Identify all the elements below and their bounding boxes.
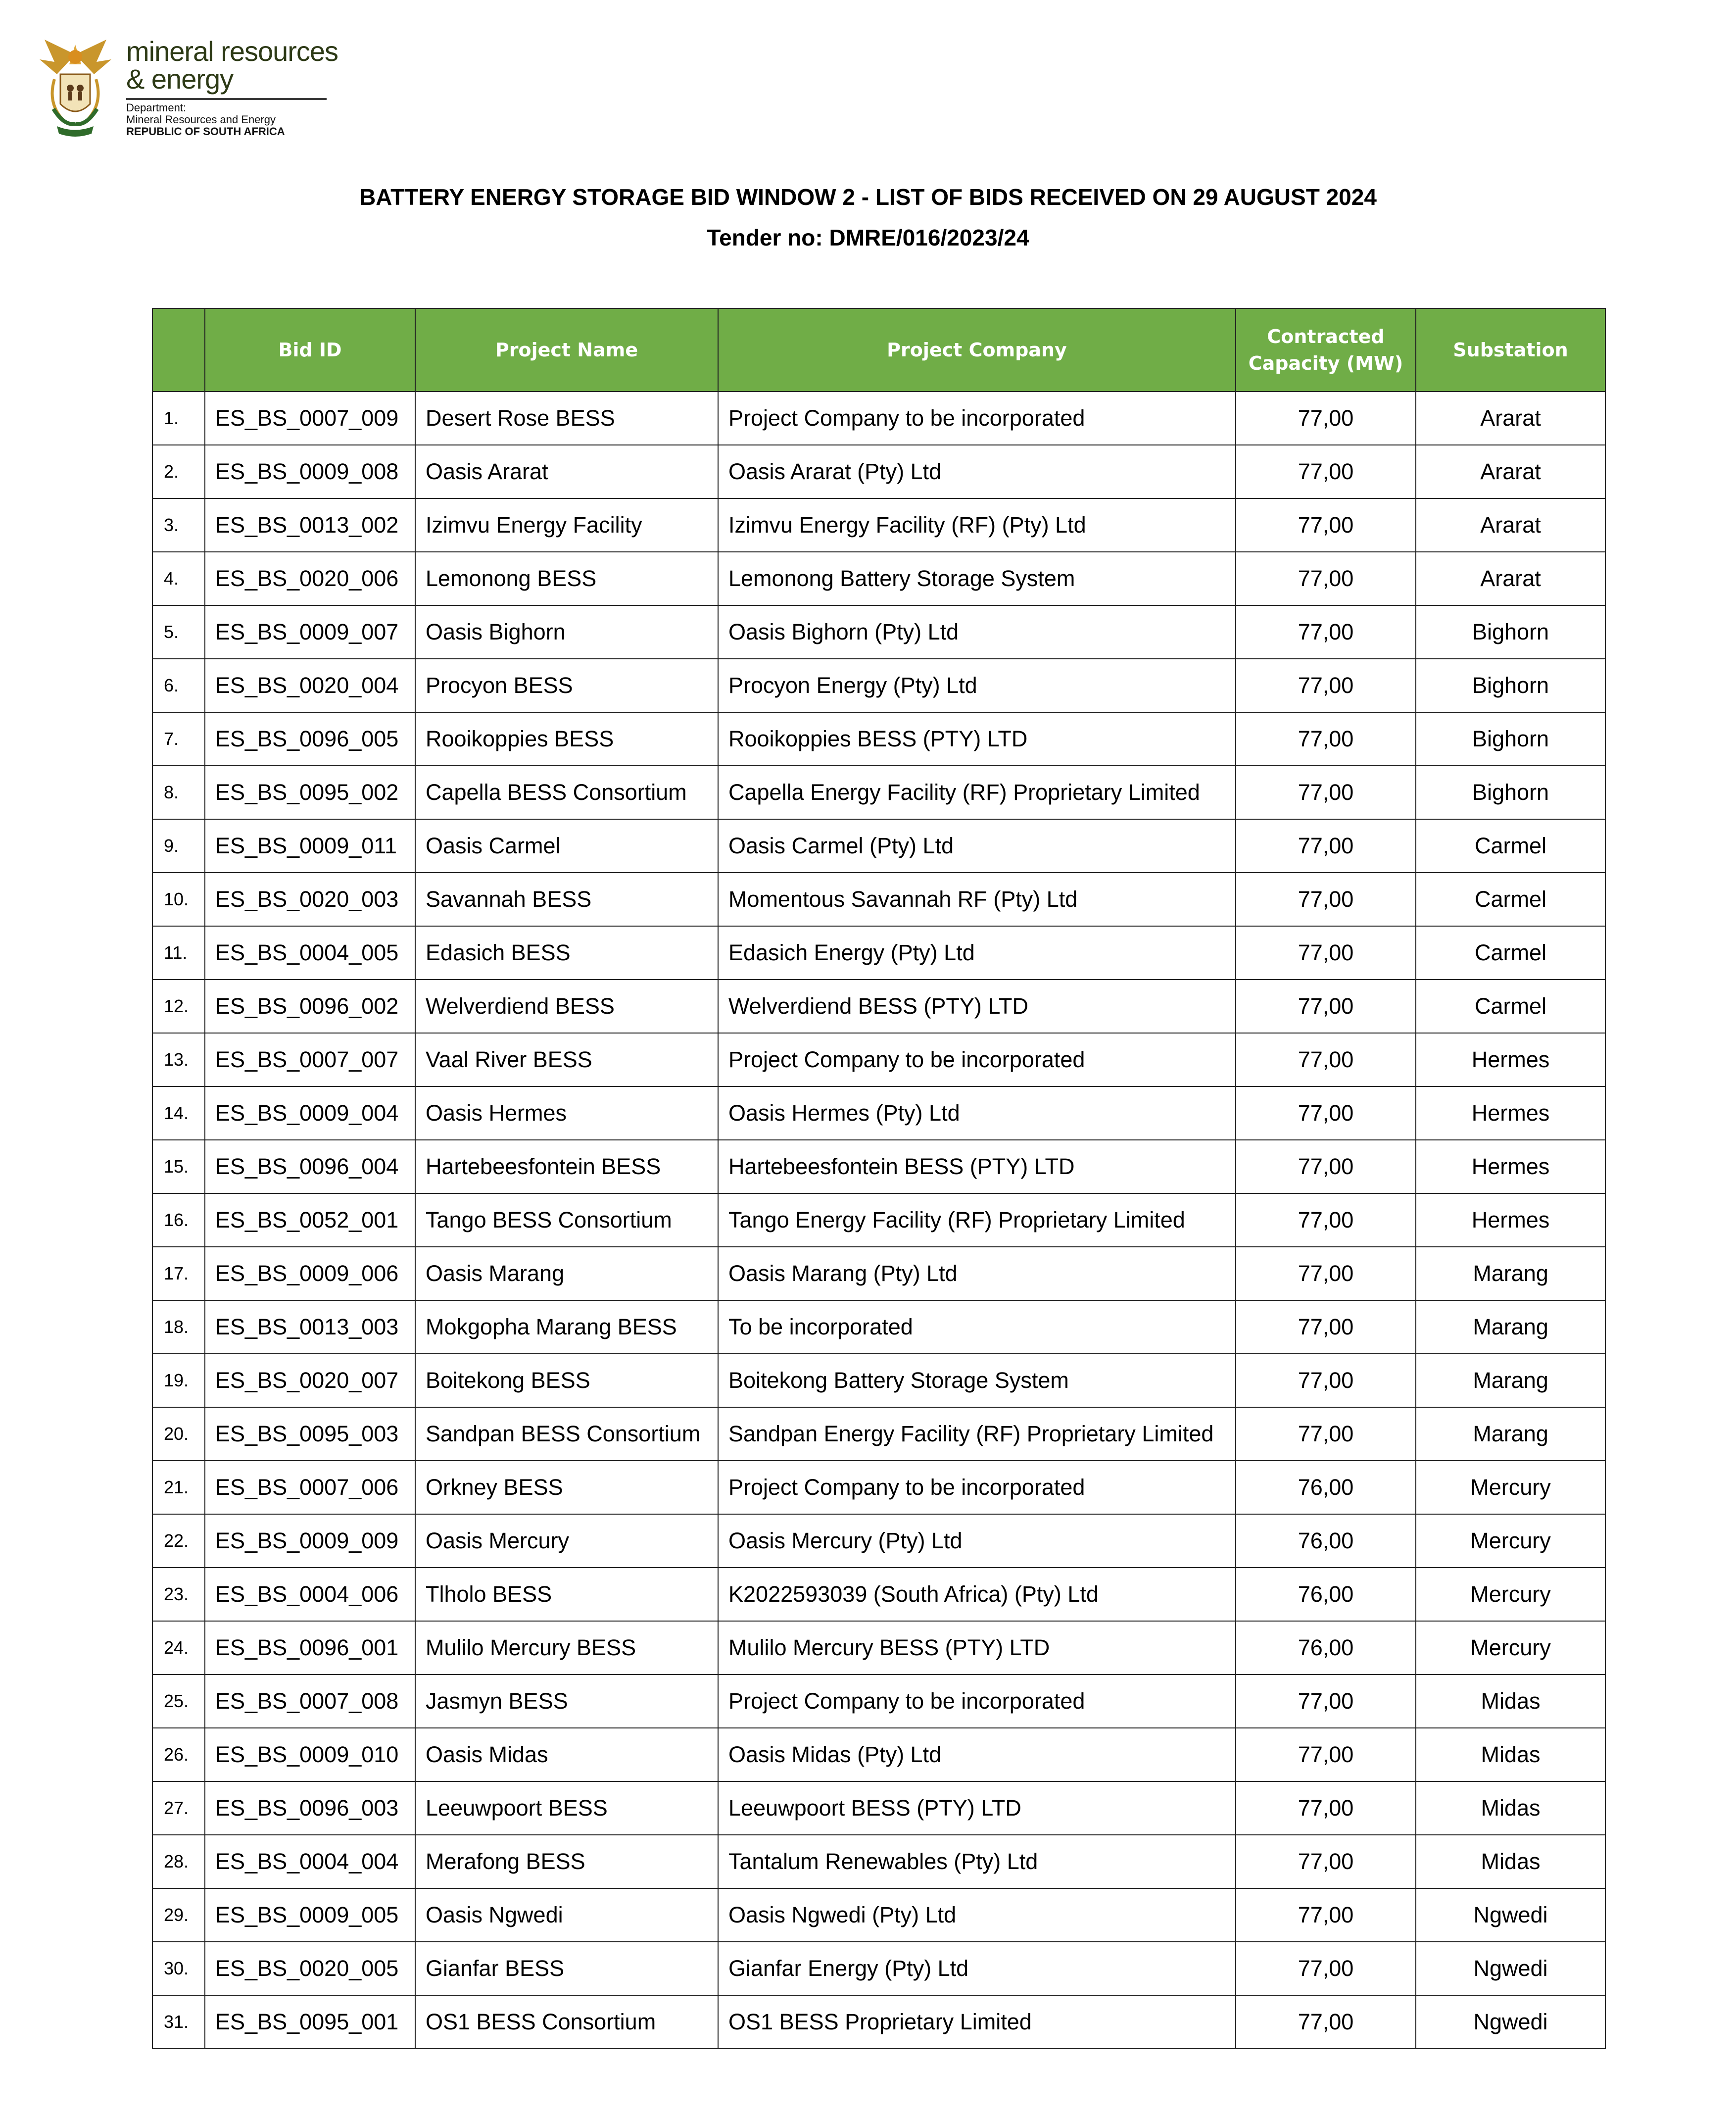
project-company-cell: Oasis Carmel (Pty) Ltd: [718, 819, 1236, 873]
project-name-cell: Procyon BESS: [415, 659, 718, 712]
substation-cell: Ngwedi: [1416, 1995, 1605, 2049]
bid-id-cell: ES_BS_0020_004: [205, 659, 415, 712]
capacity-cell: 76,00: [1236, 1461, 1416, 1514]
row-number: 20.: [152, 1407, 205, 1461]
project-name-cell: Gianfar BESS: [415, 1942, 718, 1995]
tender-number: Tender no: DMRE/016/2023/24: [707, 225, 1029, 250]
row-number: 1.: [152, 392, 205, 445]
substation-cell: Bighorn: [1416, 659, 1605, 712]
project-name-cell: Leeuwpoort BESS: [415, 1781, 718, 1835]
capacity-cell: 77,00: [1236, 1033, 1416, 1086]
bid-id-cell: ES_BS_0007_009: [205, 392, 415, 445]
bid-id-cell: ES_BS_0020_006: [205, 552, 415, 605]
department-name-block: [126, 38, 364, 138]
bid-id-cell: ES_BS_0096_002: [205, 980, 415, 1033]
bid-id-cell: ES_BS_0004_006: [205, 1568, 415, 1621]
project-name-cell: Oasis Hermes: [415, 1086, 718, 1140]
substation-cell: Midas: [1416, 1835, 1605, 1888]
row-number: 28.: [152, 1835, 205, 1888]
table-row: [152, 1354, 1605, 1407]
project-company-cell: Project Company to be incorporated: [718, 1675, 1236, 1728]
project-company-cell: Edasich Energy (Pty) Ltd: [718, 926, 1236, 980]
project-company-cell: Mulilo Mercury BESS (PTY) LTD: [718, 1621, 1236, 1675]
substation-cell: Carmel: [1416, 980, 1605, 1033]
project-name-cell: Oasis Mercury: [415, 1514, 718, 1568]
table-row: [152, 1086, 1605, 1140]
project-name-cell: Mokgopha Marang BESS: [415, 1300, 718, 1354]
bid-id-cell: ES_BS_0004_004: [205, 1835, 415, 1888]
substation-cell: Mercury: [1416, 1461, 1605, 1514]
table-row: [152, 1461, 1605, 1514]
capacity-cell: 77,00: [1236, 1140, 1416, 1193]
bid-id-cell: ES_BS_0095_002: [205, 766, 415, 819]
project-name-cell: Oasis Midas: [415, 1728, 718, 1781]
bid-id-cell: ES_BS_0096_005: [205, 712, 415, 766]
project-name-cell: Capella BESS Consortium: [415, 766, 718, 819]
substation-cell: Ararat: [1416, 445, 1605, 498]
project-company-cell: Oasis Hermes (Pty) Ltd: [718, 1086, 1236, 1140]
bid-id-cell: ES_BS_0009_009: [205, 1514, 415, 1568]
project-name-cell: Lemonong BESS: [415, 552, 718, 605]
bid-id-cell: ES_BS_0009_004: [205, 1086, 415, 1140]
capacity-cell: 77,00: [1236, 819, 1416, 873]
capacity-cell: 77,00: [1236, 1995, 1416, 2049]
bid-id-cell: ES_BS_0052_001: [205, 1193, 415, 1247]
table-row: [152, 766, 1605, 819]
brand-line-2: & energy: [126, 63, 234, 95]
bid-id-cell: ES_BS_0020_003: [205, 873, 415, 926]
project-company-cell: Capella Energy Facility (RF) Proprietary Limited: [718, 766, 1236, 819]
table-header-row: [152, 308, 1605, 392]
capacity-cell: 77,00: [1236, 1888, 1416, 1942]
project-name-cell: Savannah BESS: [415, 873, 718, 926]
capacity-cell: 77,00: [1236, 1086, 1416, 1140]
substation-cell: Hermes: [1416, 1086, 1605, 1140]
row-number: 3.: [152, 498, 205, 552]
project-name-cell: Tango BESS Consortium: [415, 1193, 718, 1247]
capacity-cell: 76,00: [1236, 1514, 1416, 1568]
column-header-project-company: Project Company: [718, 308, 1236, 392]
table-row: [152, 392, 1605, 445]
row-number: 16.: [152, 1193, 205, 1247]
bid-id-cell: ES_BS_0096_004: [205, 1140, 415, 1193]
bid-id-cell: ES_BS_0009_011: [205, 819, 415, 873]
country-name: REPUBLIC OF SOUTH AFRICA: [126, 125, 285, 138]
column-header-number: [152, 308, 205, 392]
row-number: 25.: [152, 1675, 205, 1728]
capacity-cell: 77,00: [1236, 392, 1416, 445]
capacity-cell: 77,00: [1236, 1675, 1416, 1728]
bid-id-cell: ES_BS_0096_001: [205, 1621, 415, 1675]
bid-id-cell: ES_BS_0020_007: [205, 1354, 415, 1407]
column-header-capacity: Contracted Capacity (MW): [1236, 308, 1416, 392]
project-company-cell: Project Company to be incorporated: [718, 1461, 1236, 1514]
substation-cell: Ararat: [1416, 498, 1605, 552]
row-number: 8.: [152, 766, 205, 819]
project-name-cell: Boitekong BESS: [415, 1354, 718, 1407]
table-row: [152, 659, 1605, 712]
bid-id-cell: ES_BS_0004_005: [205, 926, 415, 980]
project-company-cell: Project Company to be incorporated: [718, 1033, 1236, 1086]
column-header-project-name: Project Name: [415, 308, 718, 392]
row-number: 12.: [152, 980, 205, 1033]
substation-cell: Midas: [1416, 1728, 1605, 1781]
row-number: 6.: [152, 659, 205, 712]
substation-cell: Hermes: [1416, 1193, 1605, 1247]
capacity-cell: 77,00: [1236, 766, 1416, 819]
substation-cell: Bighorn: [1416, 605, 1605, 659]
brand-line-1: mineral resources: [126, 36, 338, 67]
bid-id-cell: ES_BS_0009_007: [205, 605, 415, 659]
bid-id-cell: ES_BS_0009_010: [205, 1728, 415, 1781]
table-row: [152, 1942, 1605, 1995]
capacity-cell: 77,00: [1236, 1835, 1416, 1888]
capacity-cell: 77,00: [1236, 873, 1416, 926]
row-number: 27.: [152, 1781, 205, 1835]
brand-divider: [126, 98, 327, 100]
capacity-cell: 77,00: [1236, 605, 1416, 659]
project-name-cell: Jasmyn BESS: [415, 1675, 718, 1728]
row-number: 7.: [152, 712, 205, 766]
project-name-cell: Rooikoppies BESS: [415, 712, 718, 766]
row-number: 18.: [152, 1300, 205, 1354]
department-label: Department:: [126, 101, 187, 114]
substation-cell: Marang: [1416, 1247, 1605, 1300]
project-company-cell: Welverdiend BESS (PTY) LTD: [718, 980, 1236, 1033]
project-name-cell: Mulilo Mercury BESS: [415, 1621, 718, 1675]
project-company-cell: Boitekong Battery Storage System: [718, 1354, 1236, 1407]
bid-id-cell: ES_BS_0007_006: [205, 1461, 415, 1514]
table-row: [152, 498, 1605, 552]
document-title: BATTERY ENERGY STORAGE BID WINDOW 2 - LIST OF BIDS RECEIVED ON 29 AUGUST 2024: [359, 184, 1377, 210]
table-row: [152, 1621, 1605, 1675]
project-name-cell: Oasis Carmel: [415, 819, 718, 873]
bids-table: [152, 308, 1606, 2049]
project-name-cell: Izimvu Energy Facility: [415, 498, 718, 552]
substation-cell: Bighorn: [1416, 766, 1605, 819]
table-row: [152, 1835, 1605, 1888]
substation-cell: Mercury: [1416, 1621, 1605, 1675]
project-name-cell: Desert Rose BESS: [415, 392, 718, 445]
table-row: [152, 1995, 1605, 2049]
department-full-name: Mineral Resources and Energy: [126, 113, 276, 126]
substation-cell: Ararat: [1416, 552, 1605, 605]
row-number: 17.: [152, 1247, 205, 1300]
table-row: [152, 1407, 1605, 1461]
row-number: 23.: [152, 1568, 205, 1621]
capacity-cell: 77,00: [1236, 1300, 1416, 1354]
table-row: [152, 1514, 1605, 1568]
row-number: 10.: [152, 873, 205, 926]
row-number: 5.: [152, 605, 205, 659]
project-name-cell: Sandpan BESS Consortium: [415, 1407, 718, 1461]
bid-id-cell: ES_BS_0095_001: [205, 1995, 415, 2049]
table-row: [152, 926, 1605, 980]
project-name-cell: Welverdiend BESS: [415, 980, 718, 1033]
project-company-cell: Hartebeesfontein BESS (PTY) LTD: [718, 1140, 1236, 1193]
table-row: [152, 1728, 1605, 1781]
substation-cell: Ngwedi: [1416, 1942, 1605, 1995]
capacity-cell: 77,00: [1236, 1407, 1416, 1461]
project-company-cell: Tango Energy Facility (RF) Proprietary Limited: [718, 1193, 1236, 1247]
project-company-cell: Oasis Mercury (Pty) Ltd: [718, 1514, 1236, 1568]
capacity-cell: 77,00: [1236, 712, 1416, 766]
project-name-cell: OS1 BESS Consortium: [415, 1995, 718, 2049]
table-row: [152, 605, 1605, 659]
project-name-cell: Edasich BESS: [415, 926, 718, 980]
substation-cell: Carmel: [1416, 819, 1605, 873]
substation-cell: Marang: [1416, 1300, 1605, 1354]
capacity-cell: 77,00: [1236, 1781, 1416, 1835]
capacity-cell: 77,00: [1236, 552, 1416, 605]
table-row: [152, 1781, 1605, 1835]
row-number: 29.: [152, 1888, 205, 1942]
column-header-bid-id: Bid ID: [205, 308, 415, 392]
bid-id-cell: ES_BS_0009_005: [205, 1888, 415, 1942]
substation-cell: Ngwedi: [1416, 1888, 1605, 1942]
bids-table-body: [152, 392, 1605, 2049]
capacity-cell: 77,00: [1236, 1193, 1416, 1247]
project-company-cell: Izimvu Energy Facility (RF) (Pty) Ltd: [718, 498, 1236, 552]
row-number: 13.: [152, 1033, 205, 1086]
capacity-cell: 77,00: [1236, 980, 1416, 1033]
project-company-cell: Oasis Midas (Pty) Ltd: [718, 1728, 1236, 1781]
project-company-cell: Procyon Energy (Pty) Ltd: [718, 659, 1236, 712]
row-number: 2.: [152, 445, 205, 498]
capacity-cell: 77,00: [1236, 1247, 1416, 1300]
row-number: 31.: [152, 1995, 205, 2049]
row-number: 4.: [152, 552, 205, 605]
department-header: [35, 35, 381, 144]
column-header-substation: Substation: [1416, 308, 1605, 392]
table-row: [152, 873, 1605, 926]
project-name-cell: Orkney BESS: [415, 1461, 718, 1514]
row-number: 19.: [152, 1354, 205, 1407]
table-row: [152, 1300, 1605, 1354]
project-name-cell: Oasis Bighorn: [415, 605, 718, 659]
substation-cell: Hermes: [1416, 1140, 1605, 1193]
bid-id-cell: ES_BS_0013_003: [205, 1300, 415, 1354]
project-company-cell: Oasis Marang (Pty) Ltd: [718, 1247, 1236, 1300]
row-number: 15.: [152, 1140, 205, 1193]
capacity-cell: 77,00: [1236, 1354, 1416, 1407]
table-row: [152, 980, 1605, 1033]
substation-cell: Carmel: [1416, 926, 1605, 980]
bid-id-cell: ES_BS_0009_008: [205, 445, 415, 498]
project-name-cell: Oasis Ngwedi: [415, 1888, 718, 1942]
substation-cell: Ararat: [1416, 392, 1605, 445]
bid-id-cell: ES_BS_0007_008: [205, 1675, 415, 1728]
substation-cell: Bighorn: [1416, 712, 1605, 766]
capacity-cell: 77,00: [1236, 445, 1416, 498]
table-row: [152, 1033, 1605, 1086]
row-number: 14.: [152, 1086, 205, 1140]
bid-id-cell: ES_BS_0096_003: [205, 1781, 415, 1835]
table-row: [152, 712, 1605, 766]
capacity-cell: 76,00: [1236, 1568, 1416, 1621]
project-name-cell: Oasis Marang: [415, 1247, 718, 1300]
project-name-cell: Tlholo BESS: [415, 1568, 718, 1621]
project-company-cell: Momentous Savannah RF (Pty) Ltd: [718, 873, 1236, 926]
row-number: 21.: [152, 1461, 205, 1514]
project-company-cell: Tantalum Renewables (Pty) Ltd: [718, 1835, 1236, 1888]
project-company-cell: To be incorporated: [718, 1300, 1236, 1354]
substation-cell: Carmel: [1416, 873, 1605, 926]
row-number: 9.: [152, 819, 205, 873]
row-number: 30.: [152, 1942, 205, 1995]
project-company-cell: Project Company to be incorporated: [718, 392, 1236, 445]
substation-cell: Hermes: [1416, 1033, 1605, 1086]
project-company-cell: K2022593039 (South Africa) (Pty) Ltd: [718, 1568, 1236, 1621]
bid-id-cell: ES_BS_0007_007: [205, 1033, 415, 1086]
capacity-cell: 77,00: [1236, 498, 1416, 552]
substation-cell: Marang: [1416, 1354, 1605, 1407]
capacity-cell: 77,00: [1236, 1728, 1416, 1781]
table-row: [152, 1888, 1605, 1942]
bid-id-cell: ES_BS_0020_005: [205, 1942, 415, 1995]
project-company-cell: Leeuwpoort BESS (PTY) LTD: [718, 1781, 1236, 1835]
substation-cell: Mercury: [1416, 1514, 1605, 1568]
capacity-cell: 77,00: [1236, 1942, 1416, 1995]
project-name-cell: Oasis Ararat: [415, 445, 718, 498]
row-number: 11.: [152, 926, 205, 980]
substation-cell: Midas: [1416, 1675, 1605, 1728]
table-row: [152, 1568, 1605, 1621]
table-row: [152, 1247, 1605, 1300]
table-row: [152, 1675, 1605, 1728]
row-number: 26.: [152, 1728, 205, 1781]
table-row: [152, 445, 1605, 498]
row-number: 22.: [152, 1514, 205, 1568]
project-name-cell: Vaal River BESS: [415, 1033, 718, 1086]
row-number: 24.: [152, 1621, 205, 1675]
capacity-cell: 77,00: [1236, 659, 1416, 712]
project-company-cell: OS1 BESS Proprietary Limited: [718, 1995, 1236, 2049]
substation-cell: Midas: [1416, 1781, 1605, 1835]
table-row: [152, 1193, 1605, 1247]
table-row: [152, 552, 1605, 605]
bid-id-cell: ES_BS_0095_003: [205, 1407, 415, 1461]
substation-cell: Mercury: [1416, 1568, 1605, 1621]
bid-id-cell: ES_BS_0013_002: [205, 498, 415, 552]
project-company-cell: Oasis Ngwedi (Pty) Ltd: [718, 1888, 1236, 1942]
capacity-cell: 76,00: [1236, 1621, 1416, 1675]
substation-cell: Marang: [1416, 1407, 1605, 1461]
capacity-cell: 77,00: [1236, 926, 1416, 980]
project-company-cell: Oasis Bighorn (Pty) Ltd: [718, 605, 1236, 659]
bid-id-cell: ES_BS_0009_006: [205, 1247, 415, 1300]
project-company-cell: Rooikoppies BESS (PTY) LTD: [718, 712, 1236, 766]
project-company-cell: Sandpan Energy Facility (RF) Proprietary Limited: [718, 1407, 1236, 1461]
project-name-cell: Merafong BESS: [415, 1835, 718, 1888]
project-company-cell: Gianfar Energy (Pty) Ltd: [718, 1942, 1236, 1995]
coat-of-arms-emblem: [35, 35, 116, 139]
project-name-cell: Hartebeesfontein BESS: [415, 1140, 718, 1193]
project-company-cell: Lemonong Battery Storage System: [718, 552, 1236, 605]
table-row: [152, 819, 1605, 873]
project-company-cell: Oasis Ararat (Pty) Ltd: [718, 445, 1236, 498]
table-row: [152, 1140, 1605, 1193]
